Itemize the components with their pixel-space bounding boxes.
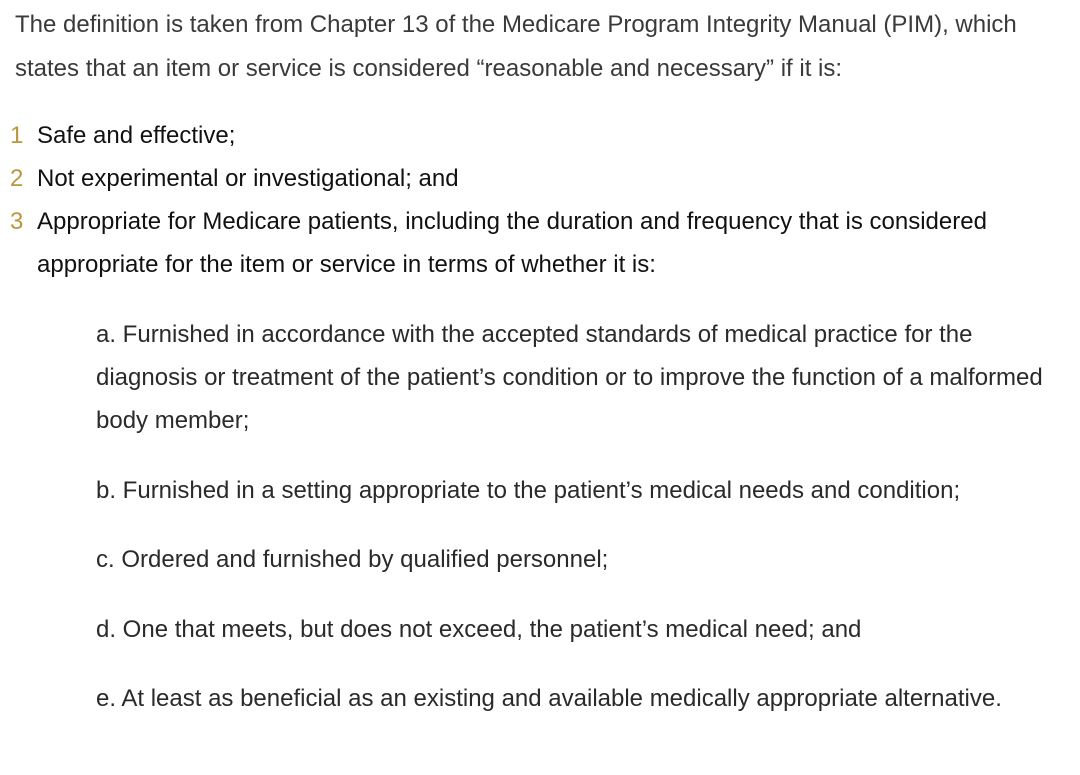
list-item-number: 1 [10, 122, 24, 149]
list-item [0, 200, 1060, 286]
list-item-number: 3 [10, 208, 24, 235]
list-item [0, 157, 1060, 200]
sub-item-c: c. Ordered and furnished by qualified personnel; [96, 546, 609, 573]
list-item-text: Not experimental or investigational; and [37, 165, 459, 192]
list-item-text: Appropriate for Medicare patients, including the duration and frequency that is considered appropriate for the item or service in terms of whether it is: [37, 208, 987, 278]
sub-item-b: b. Furnished in a setting appropriate to the patient’s medical needs and condition; [96, 477, 961, 504]
sub-item-e: e. At least as beneficial as an existing and available medically appropriate alternative. [96, 685, 1002, 712]
intro-paragraph: The definition is taken from Chapter 13 of the Medicare Program Integrity Manual (PIM), which states that an item or service is considered “reasonable and necessary” if it is: [15, 11, 1017, 82]
criteria-list [0, 114, 1060, 286]
list-item-text: Safe and effective; [37, 122, 236, 149]
list-item-number: 2 [10, 165, 24, 192]
sub-item-d: d. One that meets, but does not exceed, the patient’s medical need; and [96, 616, 862, 643]
sub-item-a: a. Furnished in accordance with the accepted standards of medical practice for the diagnosis or treatment of the patient’s condition or to improve the function of a malformed body member; [96, 321, 1043, 434]
list-item [0, 114, 1060, 157]
